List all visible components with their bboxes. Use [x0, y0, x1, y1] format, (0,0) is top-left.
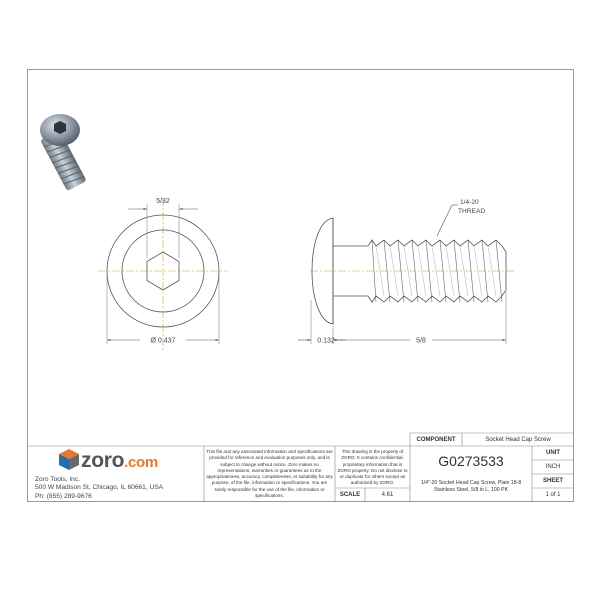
screw-thumbnail [40, 114, 87, 191]
unit-label: UNIT [546, 450, 560, 456]
brand-logo [81, 449, 158, 473]
confidentiality-text: This drawing is the property of ZORO. It contains confidential, proprietary information that is ZORO property. Do not disclose to or duplicate for others except as authorized by ZORO. [337, 449, 408, 486]
scale-value: 4.61 [381, 492, 394, 498]
sheet-label: SHEET [542, 478, 563, 484]
length-dim: 5/8 [416, 337, 426, 345]
front-view [98, 198, 228, 350]
company-address: 500 W Madison St, Chicago, IL 60661, USA [35, 484, 164, 492]
brand-domain: .com [124, 454, 158, 471]
hex-size-dim: 5/32 [156, 198, 170, 205]
thread-label: THREAD [458, 208, 486, 215]
part-description: 1/4"-20 Socket Head Cap Screw, Plain 18-8 Stainless Steel, 5/8 in L, 100 PK [420, 480, 522, 493]
head-diameter-dim: Ø 0.437 [150, 337, 176, 345]
head-height-dim: 0.132 [317, 337, 335, 345]
company-phone: Ph: (855) 289-9676 [35, 492, 92, 500]
company-name: Zoro Tools, Inc. [35, 476, 80, 483]
disclaimer-text: This file and any associated information and specifications are provided for reference and evaluation purposes only, and is subject to change without notice. Zoro makes no representations, warranties or guarantees as to the appropriateness, accuracy, completeness, or suitability for any purpose, of the file, information or specifications. You are solely responsible for the use of the file, information or specifications. [206, 449, 333, 499]
thread-spec: 1/4-20 [460, 199, 479, 206]
scale-label: SCALE [339, 492, 361, 498]
component-value: Socket Head Cap Screw [485, 436, 551, 443]
side-view [298, 205, 516, 344]
sheet-value: 1 of 1 [545, 492, 561, 498]
component-label: COMPONENT [416, 436, 456, 443]
brand-name: zoro [81, 449, 125, 472]
unit-value: INCH [545, 464, 561, 470]
company-info [35, 476, 163, 501]
part-number: G0273533 [438, 453, 504, 469]
zoro-logo-icon [59, 449, 79, 470]
